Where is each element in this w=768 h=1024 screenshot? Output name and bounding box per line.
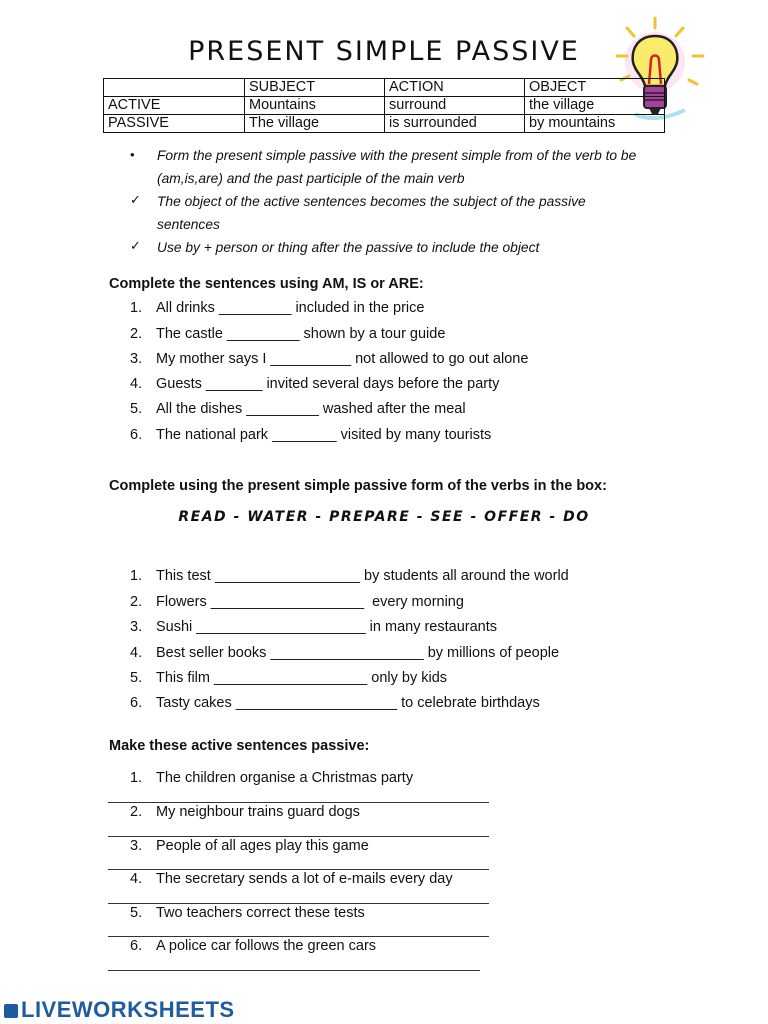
exercise-item: 3. Sushi _____________________ in many restaurants — [130, 619, 498, 635]
exercise-item: 4. Guests _______ invited several days before the party — [130, 376, 500, 392]
table-cell: is surrounded — [385, 115, 525, 133]
table-row — [104, 115, 665, 133]
exercise-item: 4. Best seller books ___________________ by millions of people — [130, 645, 560, 661]
note-text: The object of the active sentences becomes the subject of the passive — [157, 194, 586, 209]
table-cell: the village — [525, 97, 665, 115]
answer-line — [108, 869, 489, 870]
table-cell: ACTION — [385, 79, 525, 97]
exercise-item: 1. This test __________________ by students all around the world — [130, 568, 569, 584]
exercise-item: 2. My neighbour trains guard dogs — [130, 804, 360, 820]
table-header-row — [104, 79, 665, 97]
section-heading: Complete using the present simple passive form of the verbs in the box: — [109, 478, 607, 494]
page-title: PRESENT SIMPLE PASSIVE — [188, 36, 580, 67]
table-row — [104, 97, 665, 115]
table-cell: surround — [385, 97, 525, 115]
checkmark-icon: ✓ — [130, 238, 141, 253]
exercise-item: 5. Two teachers correct these tests — [130, 905, 365, 921]
note-text: Use by + person or thing after the passive to include the object — [157, 240, 540, 255]
section-heading: Complete the sentences using AM, IS or ARE: — [109, 276, 424, 292]
table-cell: The village — [245, 115, 385, 133]
exercise-item: 5. This film ___________________ only by kids — [130, 670, 448, 686]
exercise-item: 6. Tasty cakes ____________________ to celebrate birthdays — [130, 695, 540, 711]
section-heading: Make these active sentences passive: — [109, 738, 370, 754]
note-text: Form the present simple passive with the present simple from of the verb to be — [157, 148, 637, 163]
exercise-item: 5. All the dishes _________ washed after the meal — [130, 401, 466, 417]
liveworksheets-logo: LIVEWORKSHEETS — [4, 997, 235, 1023]
table-cell — [104, 79, 245, 97]
exercise-item: 4. The secretary sends a lot of e-mails every day — [130, 871, 453, 887]
exercise-item: 6. A police car follows the green cars — [130, 938, 377, 954]
exercise-item: 1. All drinks _________ included in the price — [130, 300, 425, 316]
checkmark-icon: ✓ — [130, 192, 141, 207]
note-text: (am,is,are) and the past participle of the main verb — [157, 171, 465, 186]
table-cell: PASSIVE — [104, 115, 245, 133]
passive-example-table — [103, 78, 665, 133]
table-cell: Mountains — [245, 97, 385, 115]
table-cell: OBJECT — [525, 79, 665, 97]
table-cell: SUBJECT — [245, 79, 385, 97]
exercise-item: 6. The national park ________ visited by many tourists — [130, 427, 492, 443]
answer-line — [108, 970, 480, 971]
answer-line — [108, 936, 489, 937]
logo-icon — [4, 1004, 18, 1018]
exercise-item: 2. Flowers ___________________ every morning — [130, 594, 464, 610]
exercise-item: 1. The children organise a Christmas party — [130, 770, 414, 786]
table-cell: ACTIVE — [104, 97, 245, 115]
answer-line — [108, 836, 489, 837]
note-text: sentences — [157, 217, 220, 232]
answer-line — [108, 802, 489, 803]
table-cell: by mountains — [525, 115, 665, 133]
verb-box: READ - WATER - PREPARE - SEE - OFFER - DO — [178, 509, 590, 525]
bullet-icon: • — [130, 147, 135, 162]
exercise-item: 2. The castle _________ shown by a tour guide — [130, 326, 446, 342]
exercise-item: 3. My mother says I __________ not allowed to go out alone — [130, 351, 529, 367]
answer-line — [108, 903, 489, 904]
exercise-item: 3. People of all ages play this game — [130, 838, 369, 854]
